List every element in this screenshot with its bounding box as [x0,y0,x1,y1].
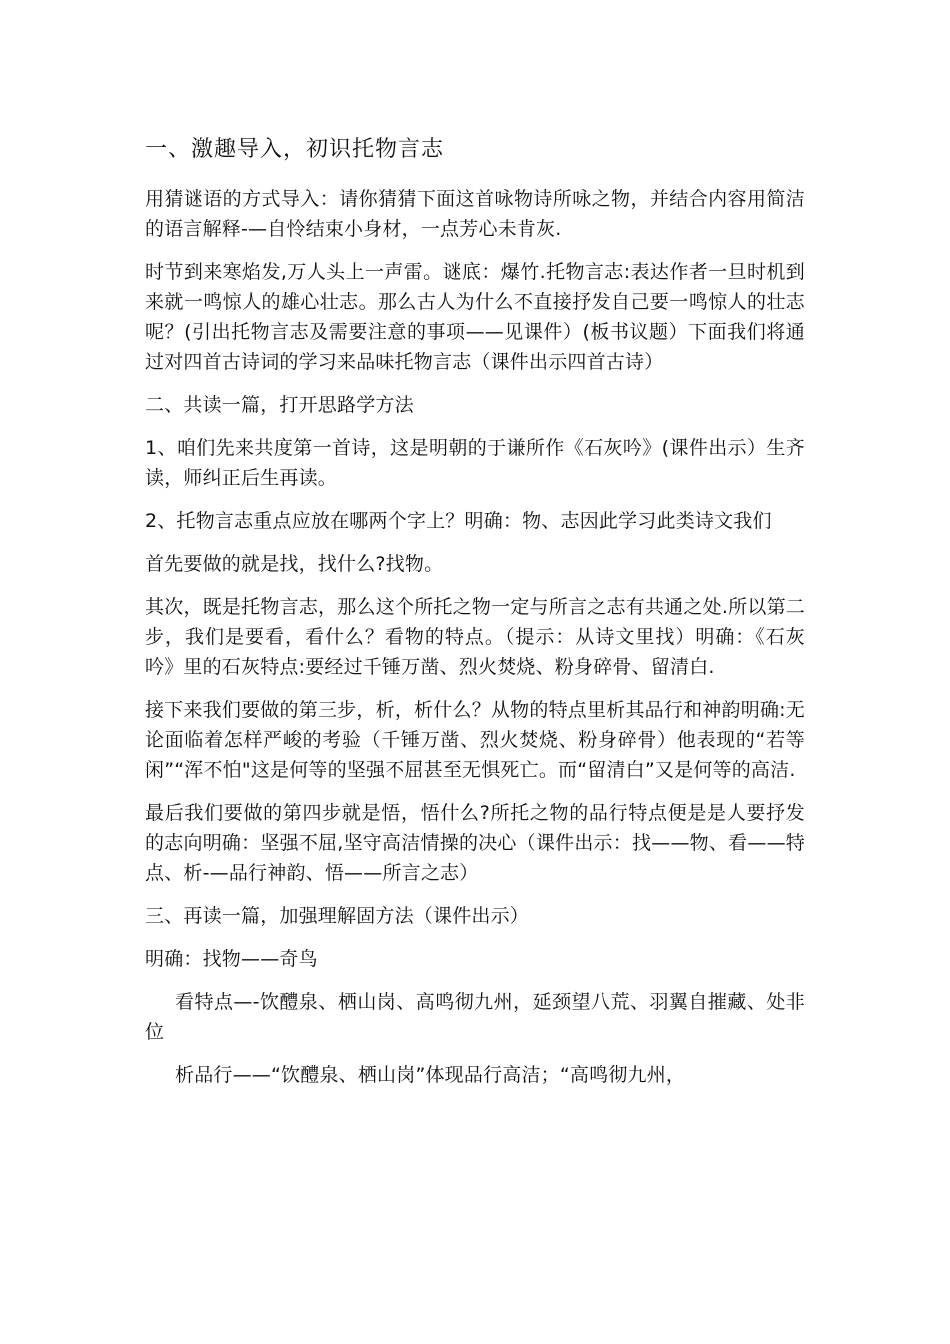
paragraph-find-object: 明确：找物——奇鸟 [145,948,318,970]
section-heading: 一、激趣导入，初识托物言志 [145,137,445,162]
section-heading-three: 三、再读一篇，加强理解固方法（课件出示） [145,905,530,927]
document-body [145,133,805,1103]
paragraph-find: 首先要做的就是找，找什么?找物。 [145,553,444,575]
paragraph-riddle-intro: 用猜谜语的方式导入：请你猜猜下面这首咏物诗所咏之物，并结合内容用简洁的语言解释-—自怜结束小身材，一点芳心未肯灰. [145,188,805,240]
paragraph-features: 看特点—-饮醴泉、栖山岗、高鸣彻九州，延颈望八荒、羽翼自摧藏、处非位 [145,991,805,1043]
paragraph-step-two: 2、托物言志重点应放在哪两个字上？明确：物、志因此学习此类诗文我们 [145,510,772,532]
paragraph-analyze: 接下来我们要做的第三步，析，析什么？从物的特点里析其品行和神韵明确:无论面临着怎样严峻的考验（千锤万凿、烈火焚烧、粉身碎骨）他表现的“若等闲”“浑不怕"这是何等的坚强不屈甚至无惧死亡。而“留清白”又是何等的高洁. [145,699,805,781]
paragraph-realize: 最后我们要做的第四步就是悟，悟什么?所托之物的品行特点便是是人要抒发的志向明确：坚强不屈,坚守高洁情操的决心（课件出示：找——物、看——特点、析-—品行神韵、悟——所言之志） [145,802,805,884]
section-heading-two: 二、共读一篇，打开思路学方法 [145,394,414,416]
paragraph-riddle-answer: 时节到来寒焰发,万人头上一声雷。谜底：爆竹.托物言志:表达作者一旦时机到来就一鸣惊人的雄心壮志。那么古人为什么不直接抒发自己要一鸣惊人的壮志呢？(引出托物言志及需要注意的事项——见课件）(板书议题）下面我们将通过对四首古诗词的学习来品味托物言志（课件出示四首古诗） [145,261,805,373]
paragraph-look: 其次，既是托物言志，那么这个所托之物一定与所言之志有共通之处.所以第二步，我们是要看，看什么？看物的特点。（提示：从诗文里找）明确：《石灰吟》里的石灰特点:要经过千锤万凿、烈火焚烧、粉身碎骨、留清白. [145,596,805,678]
paragraph-step-one: 1、咱们先来共度第一首诗，这是明朝的于谦所作《石灰吟》(课件出示）生齐读，师纠正后生再读。 [145,437,805,489]
paragraph-character: 析品行——“饮醴泉、栖山岗”体现品行高洁；“高鸣彻九州， [175,1064,686,1086]
